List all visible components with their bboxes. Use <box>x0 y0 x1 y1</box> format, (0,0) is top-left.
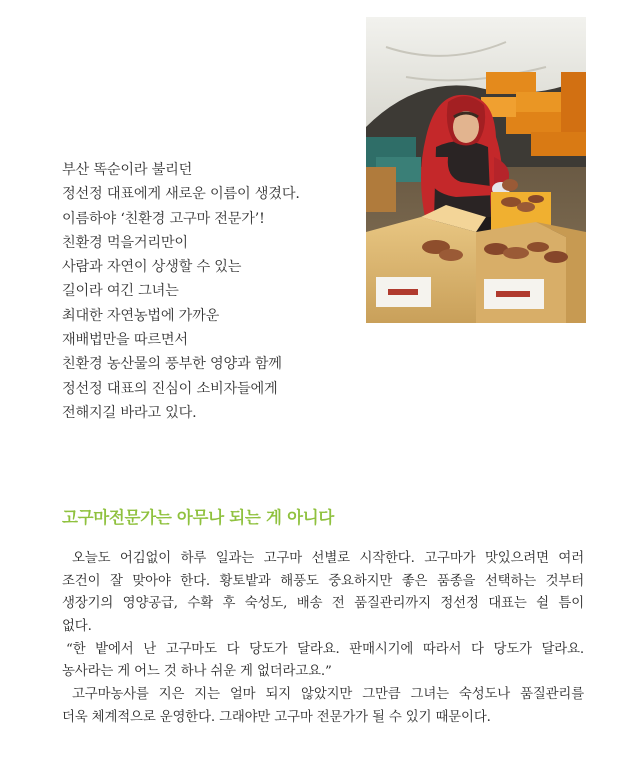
poem-line: 친환경 먹을거리만이 <box>62 234 188 251</box>
section-heading: 고구마전문가는 아무나 되는 게 아니다 <box>62 508 335 527</box>
body-line: 조건이 잘 맞아야 한다. 황토밭과 해풍도 중요하지만 좋은 품종을 선택하는 것부터 <box>62 573 584 589</box>
poem-line: 정선정 대표에게 새로운 이름이 생겼다. <box>62 186 300 203</box>
poem-line: 부산 똑순이라 불리던 <box>62 162 193 178</box>
poem-line: 전해지길 바라고 있다. <box>62 404 197 421</box>
body-line: 고구마농사를 지은 지는 얼마 되지 않았지만 그만큼 그녀는 숙성도나 품질관리를 <box>72 687 584 703</box>
body-line: 오늘도 어김없이 하루 일과는 고구마 선별로 시작한다. 고구마가 맛있으려면 여러 <box>72 551 584 566</box>
body-line: 더욱 체계적으로 운영한다. 그래야만 고구마 전문가가 될 수 있기 때문이다. <box>62 709 491 725</box>
poem-line: 재배법만을 따르면서 <box>62 332 188 349</box>
poem-line: 최대한 자연농법에 가까운 <box>62 307 220 324</box>
poem-line: 길이라 여긴 그녀는 <box>62 283 179 300</box>
body-line: 없다. <box>62 619 92 635</box>
quote-line: 농사라는 게 어느 것 하나 쉬운 게 없더라고요.” <box>62 664 332 680</box>
poem-line: 정선정 대표의 진심이 소비자들에게 <box>62 380 278 397</box>
poem-block <box>62 158 362 425</box>
quote-line: “한 밭에서 난 고구마도 다 당도가 달라요. 판매시기에 따라서 다 당도가 달라요. <box>66 641 584 657</box>
poem-line: 친환경 농산물의 풍부한 영양과 함께 <box>62 356 282 373</box>
farmer-photo-illustration <box>366 17 586 323</box>
poem-line: 이름하야 ‘친환경 고구마 전문가’! <box>62 210 265 227</box>
article-body <box>62 548 584 730</box>
poem-line: 사람과 자연이 상생할 수 있는 <box>62 259 242 276</box>
body-line: 생장기의 영양공급, 수확 후 숙성도, 배송 전 품질관리까지 정선정 대표는 쉴 틈이 <box>62 596 584 612</box>
farmer-photo <box>366 17 586 323</box>
